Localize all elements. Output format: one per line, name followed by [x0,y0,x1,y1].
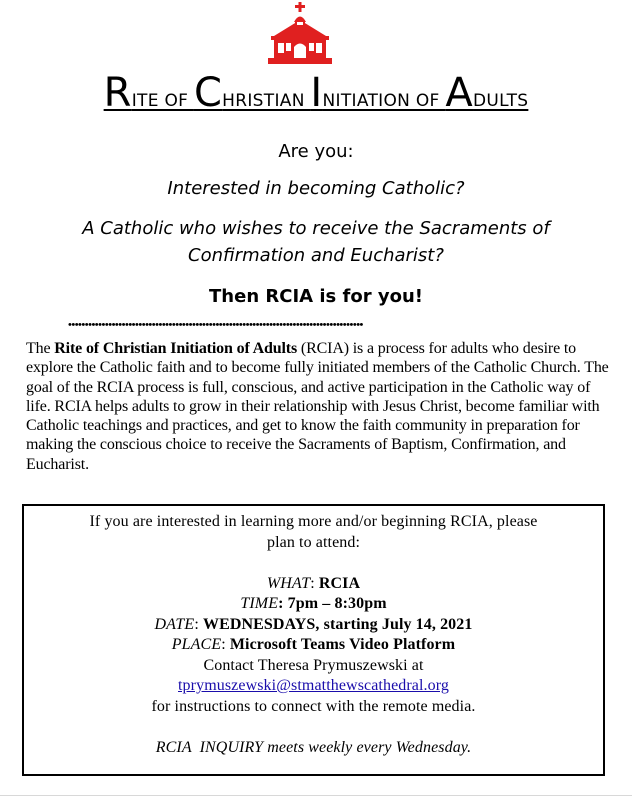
rcia-name: Rite of Christian Initiation of Adults [54,340,298,357]
place-row: PLACE: Microsoft Teams Video Platform [171,636,456,653]
dot-separator: •••••••••••••••••••••••••••••••••••••••••••••••••••••••••••••••••••••••••••••••••••••••• [68,319,363,331]
then-rcia-heading: Then RCIA is for you! [209,286,423,307]
email-link[interactable]: tprymuszewski@stmatthewscathedral.org [178,677,449,694]
intro-paragraph: The Rite of Christian Initiation of Adults (RCIA) is a process for adults who desire to explore the Catholic faith and to become fully initiated members of the Catholic Church. The goal of the RCIA process is full, conscious, and active participation in the Catholic way of life. RCIA helps adults to grow in their relationship with Jesus Christ, become familiar with Catholic teachings and practices, and get to know the faith community in preparation for making the conscious choice to receive the Sacraments of Baptism, Confirmation, and Eucharist. [26,340,609,473]
question-sacraments: A Catholic who wishes to receive the Sacraments of Confirmation and Eucharist? [82,218,550,266]
time-row: TIME: 7pm – 8:30pm [240,595,387,612]
page-edge-line [0,795,632,796]
inquiry-footer: RCIA INQUIRY meets weekly every Wednesday. [155,738,472,756]
are-you-heading: Are you: [278,141,354,162]
invite-line: If you are interested in learning more and/or beginning RCIA, please [89,513,538,530]
page-title: RITE OF CHRISTIAN INITIATION OF ADULTS [103,70,529,116]
invite-line-2: plan to attend: [266,533,361,551]
contact-line: Contact Theresa Prymuszewski at [203,656,424,674]
question-interested: Interested in becoming Catholic? [167,178,465,199]
instructions-line: for instructions to connect with the remote media. [151,697,476,715]
date-row: DATE: WEDNESDAYS, starting July 14, 2021 [154,615,473,633]
church-icon [268,2,332,64]
event-details-box [22,504,605,776]
what-row: WHAT: RCIA [266,574,361,592]
